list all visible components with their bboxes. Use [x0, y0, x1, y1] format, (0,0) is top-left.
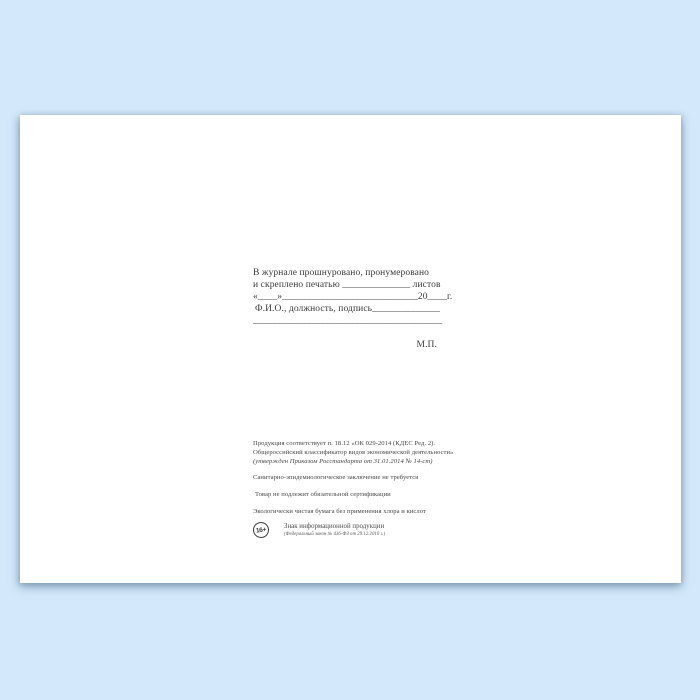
- binding-stamp-block: [253, 267, 453, 351]
- certification-statement: Товар не подлежит обязательной сертификации: [255, 491, 391, 498]
- compliance-block: [253, 439, 483, 538]
- age-rating-label: Знак информационной продукции: [284, 523, 385, 530]
- standard-line: Общероссийский классификатор видов экономической деятельности»: [253, 449, 454, 456]
- seal-place-mark: М.П.: [416, 340, 437, 350]
- journal-back-page: [20, 115, 681, 583]
- eco-statement: Экологически чистая бумага без применения хлора и кислот: [253, 508, 426, 515]
- standard-approval-line: (утвержден Приказом Росстандарта от 31.01.2014 № 14-ст): [253, 458, 433, 465]
- stamp-line: Ф.И.О., должность, подпись______________: [255, 304, 440, 314]
- sanitary-statement: Санитарно-эпидемиологическое заключение не требуется: [253, 474, 419, 481]
- stamp-line: и скреплено печатью ______________ листов: [253, 280, 441, 290]
- standard-line: Продукция соответствует п. 18.12 «ОК 029-2014 (КДЕС Ред. 2).: [253, 440, 436, 447]
- stamp-line: _______________________________________: [253, 316, 443, 326]
- age-rating-row: [253, 521, 483, 538]
- age-rating-16plus-icon: 16+: [252, 521, 270, 539]
- age-rating-law-reference: (Федеральный закон № 436-ФЗ от 29.12.2010 г.): [284, 532, 386, 537]
- stamp-line: В журнале прошнуровано, пронумеровано: [253, 268, 430, 278]
- stamp-line: «____»____________________________20____г.: [253, 292, 453, 302]
- age-rating-text: [284, 521, 385, 538]
